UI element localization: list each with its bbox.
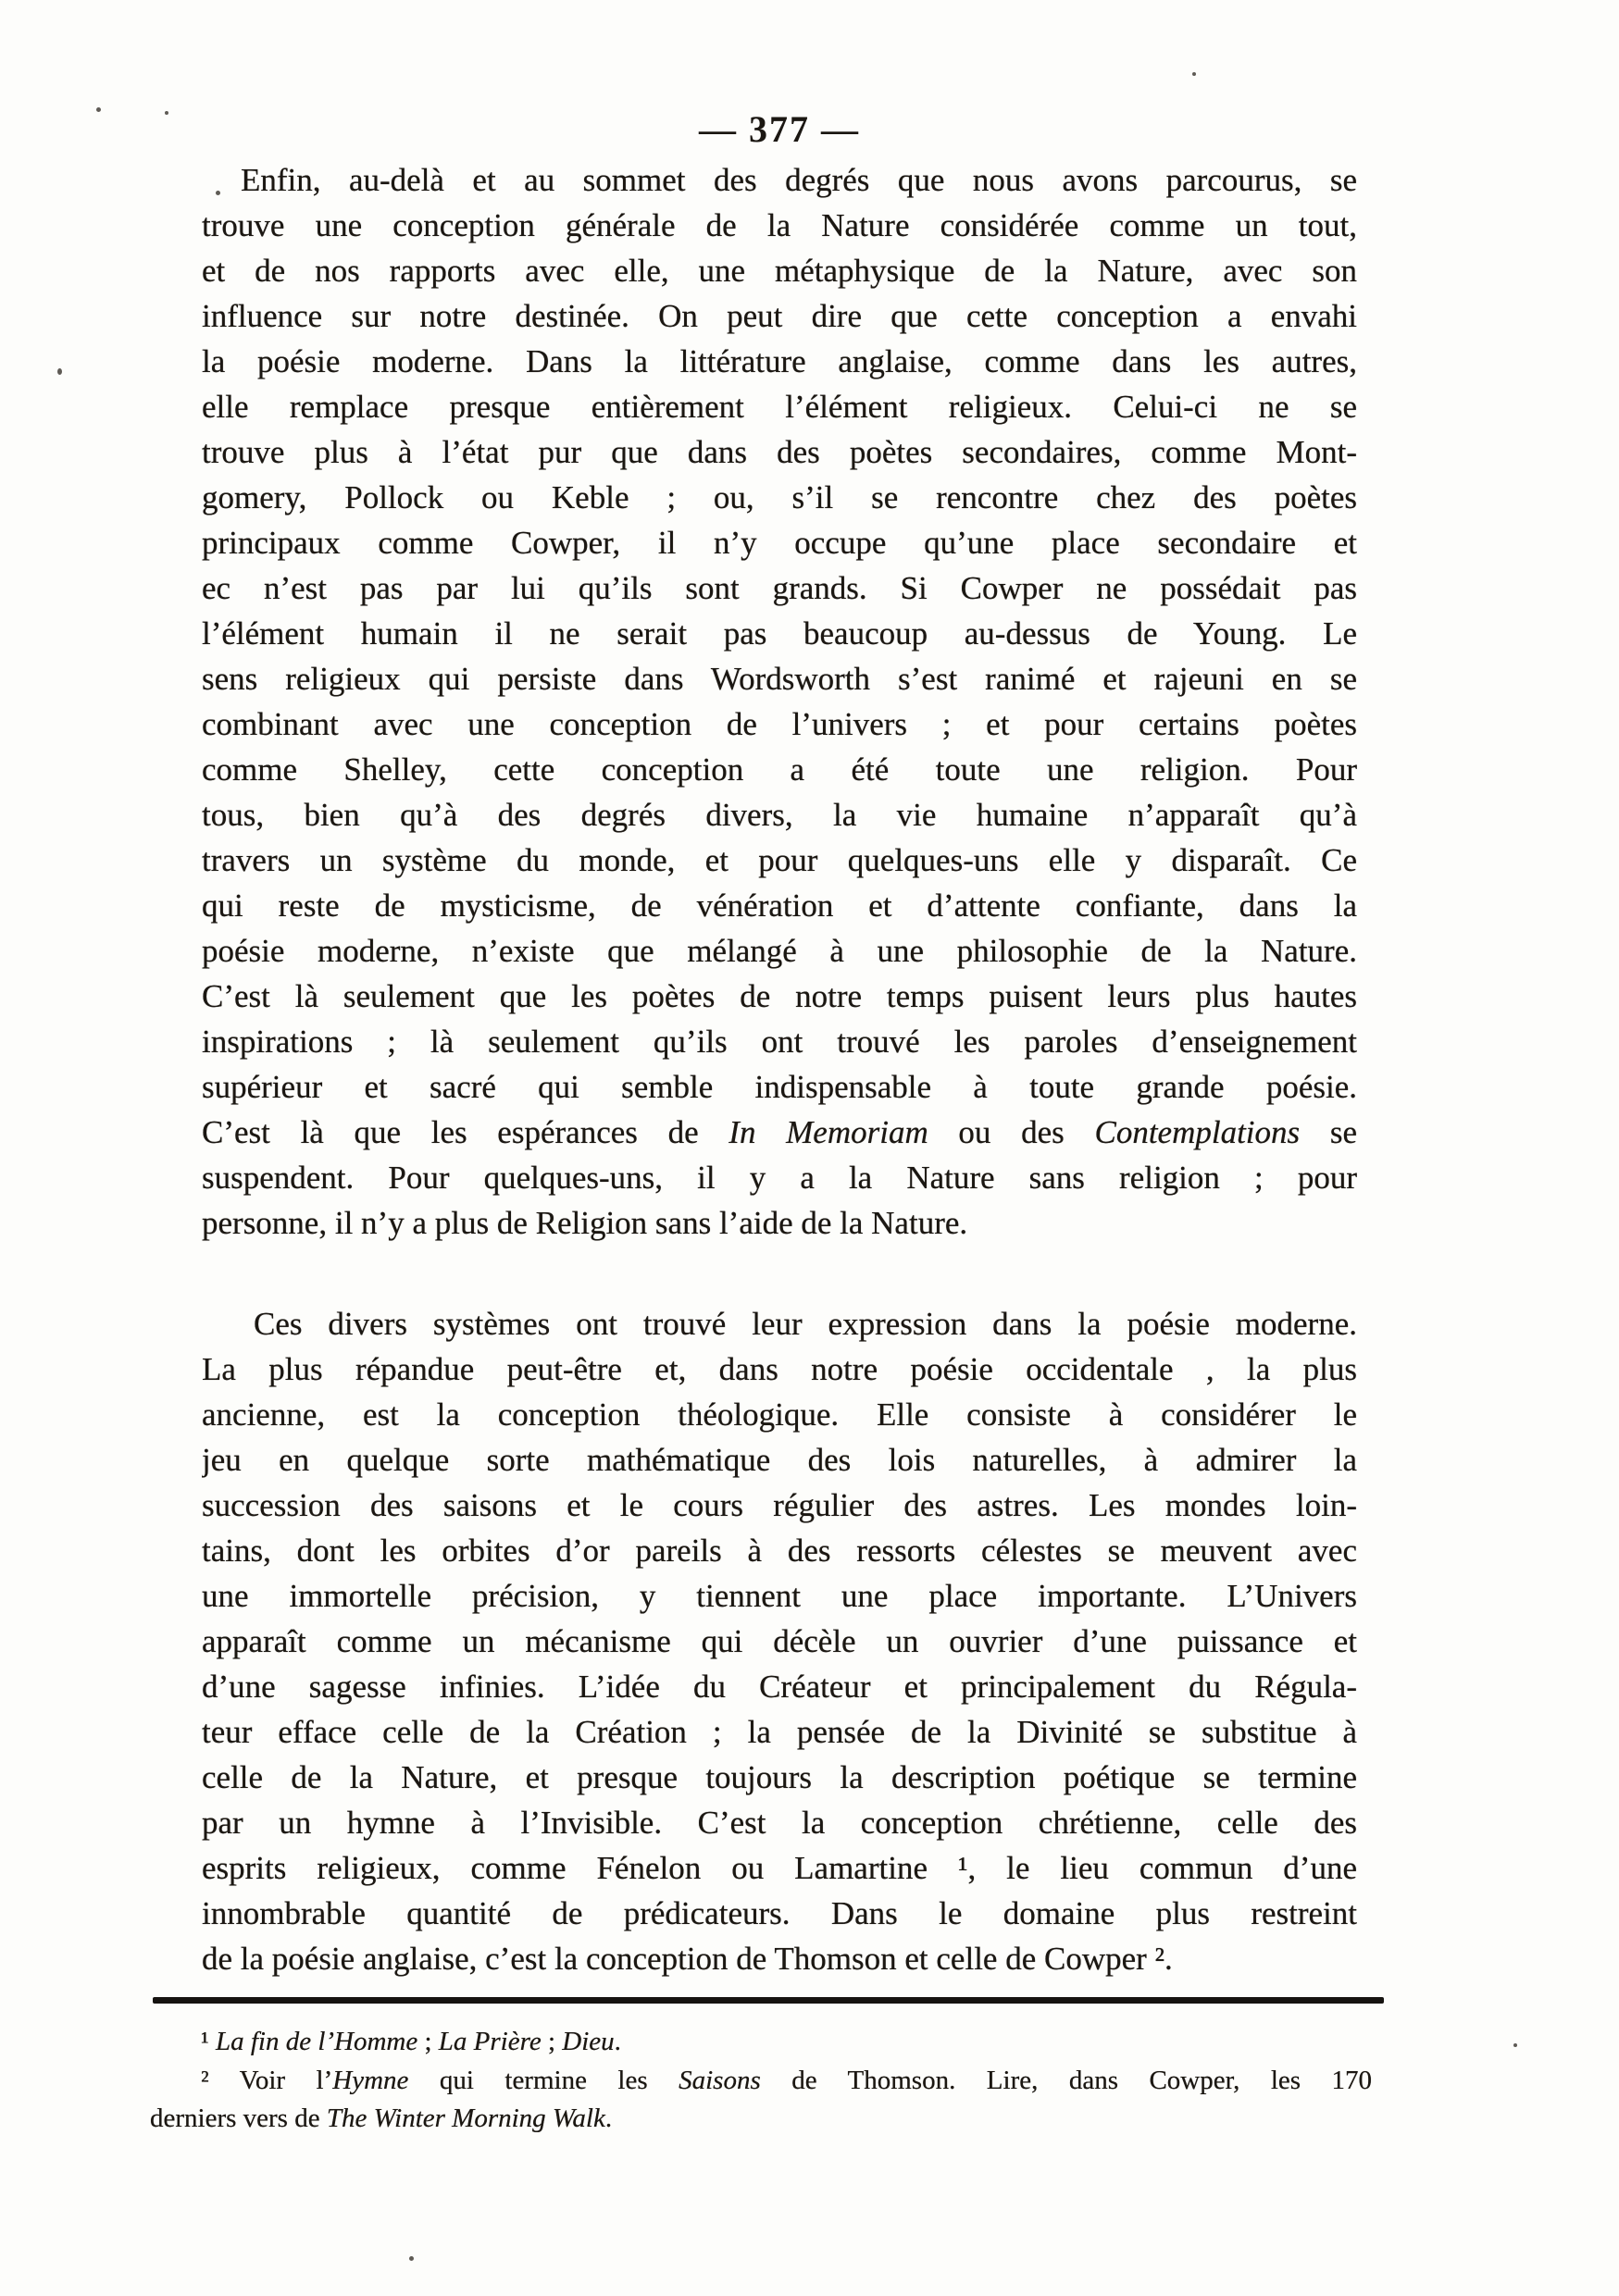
text-segment: ² Voir l’	[201, 2066, 333, 2095]
text-line	[202, 747, 1357, 792]
text-segment: inspirations ; là seulement qu’ils ont trouvé les paroles d’enseignement	[202, 1024, 1357, 1060]
text-line	[202, 1845, 1357, 1891]
text-segment: gomery, Pollock ou Keble ; ou, s’il se rencontre chez des poètes	[202, 479, 1357, 515]
scan-speck	[57, 368, 62, 375]
text-line	[202, 1755, 1357, 1800]
page-number: — 377 —	[699, 108, 860, 150]
text-segment: celle de la Nature, et presque toujours la description poétique se termine	[202, 1759, 1357, 1795]
text-segment: comme Shelley, cette conception a été toute une religion. Pour	[202, 751, 1357, 788]
text-segment: suspendent. Pour quelques-uns, il y a la Nature sans religion ; pour	[202, 1160, 1357, 1196]
text-line	[202, 1573, 1357, 1619]
italic-text-segment: Saisons	[679, 2066, 761, 2095]
text-segment: poésie moderne, n’existe que mélangé à une philosophie de la Nature.	[202, 933, 1357, 969]
footnote-separator-rule	[153, 1997, 1384, 2004]
text-segment: combinant avec une conception de l’univers ; et pour certains poètes	[202, 706, 1357, 742]
text-line	[202, 1800, 1357, 1845]
text-segment: C’est là seulement que les poètes de notre temps puisent leurs plus hautes	[202, 978, 1357, 1014]
text-line	[202, 1664, 1357, 1709]
text-segment: Ces divers systèmes ont trouvé leur expression dans la poésie moderne.	[254, 1306, 1357, 1342]
italic-text-segment: Hymne	[332, 2066, 409, 2095]
text-segment: influence sur notre destinée. On peut dire que cette conception a envahi	[202, 298, 1357, 334]
text-segment: ¹	[201, 2027, 216, 2056]
scan-speck	[1192, 72, 1196, 76]
scan-speck	[1513, 2043, 1517, 2047]
text-segment: de Thomson. Lire, dans Cowper, les 170	[760, 2066, 1372, 2095]
text-segment: Enfin, au-delà et au sommet des degrés que nous avons parcourus, se	[241, 162, 1357, 198]
text-segment: ou des	[928, 1114, 1095, 1150]
scan-speck	[216, 191, 220, 195]
text-line	[202, 1347, 1357, 1392]
text-segment: innombrable quantité de prédicateurs. Dans le domaine plus restreint	[202, 1895, 1357, 1931]
text-segment: par un hymne à l’Invisible. C’est la conception chrétienne, celle des	[202, 1805, 1357, 1841]
text-segment: apparaît comme un mécanisme qui décèle un ouvrier d’une puissance et	[202, 1623, 1357, 1659]
text-line	[202, 520, 1357, 565]
text-line	[202, 475, 1357, 520]
scan-speck	[165, 111, 168, 115]
text-segment: trouve une conception générale de la Nature considérée comme un tout,	[202, 207, 1357, 243]
text-segment: ;	[541, 2027, 563, 2056]
text-line	[202, 565, 1357, 611]
text-line	[202, 1437, 1357, 1483]
text-line	[202, 1155, 1357, 1200]
text-segment: .	[604, 2104, 613, 2133]
text-line	[150, 2023, 1372, 2061]
text-segment: esprits religieux, comme Fénelon ou Lamartine ¹, le lieu commun d’une	[202, 1850, 1357, 1886]
text-line	[202, 1936, 1357, 1981]
text-segment: une immortelle précision, y tiennent une place importante. L’Univers	[202, 1578, 1357, 1614]
text-line	[202, 293, 1357, 339]
italic-text-segment: Dieu	[562, 2027, 615, 2056]
text-line	[202, 611, 1357, 656]
text-segment: l’élément humain il ne serait pas beaucoup au-dessus de Young. Le	[202, 615, 1357, 652]
text-line	[202, 928, 1357, 974]
text-line	[150, 2062, 1372, 2100]
text-segment: jeu en quelque sorte mathématique des lois naturelles, à admirer la	[202, 1442, 1357, 1478]
paragraph-1	[202, 157, 1357, 1246]
text-line	[202, 656, 1357, 701]
text-segment: C’est là que les espérances de	[202, 1114, 729, 1150]
text-line	[202, 157, 1357, 203]
text-segment: trouve plus à l’état pur que dans des poètes secondaires, comme Mont-	[202, 434, 1357, 470]
footnote-1	[150, 2023, 1372, 2061]
text-line	[202, 1619, 1357, 1664]
italic-text-segment: The Winter Morning Walk	[326, 2104, 605, 2133]
text-segment: qui reste de mysticisme, de vénération et d’attente confiante, dans la	[202, 887, 1357, 924]
text-segment: la poésie moderne. Dans la littérature anglaise, comme dans les autres,	[202, 343, 1357, 379]
text-line	[202, 838, 1357, 883]
text-line	[202, 701, 1357, 747]
text-line	[202, 1064, 1357, 1110]
text-segment: succession des saisons et le cours régulier des astres. Les mondes loin-	[202, 1487, 1357, 1523]
text-line	[202, 1110, 1357, 1155]
text-segment: supérieur et sacré qui semble indispensable à toute grande poésie.	[202, 1069, 1357, 1105]
footnote-2	[150, 2062, 1372, 2138]
scan-speck	[409, 2256, 414, 2261]
text-line	[202, 1019, 1357, 1064]
text-line	[202, 339, 1357, 384]
text-segment: teur efface celle de la Création ; la pensée de la Divinité se substitue à	[202, 1714, 1357, 1750]
text-line	[202, 1528, 1357, 1573]
text-line	[202, 248, 1357, 293]
text-segment: ec n’est pas par lui qu’ils sont grands. Si Cowper ne possédait pas	[202, 570, 1357, 606]
text-line	[202, 1483, 1357, 1528]
text-segment: travers un système du monde, et pour quelques-uns elle y disparaît. Ce	[202, 842, 1357, 878]
paragraph-2	[202, 1301, 1357, 1981]
text-segment: personne, il n’y a plus de Religion sans l’aide de la Nature.	[202, 1205, 968, 1241]
text-line	[202, 1709, 1357, 1755]
text-segment: se	[1300, 1114, 1357, 1150]
text-line	[202, 429, 1357, 475]
text-segment: qui termine les	[408, 2066, 679, 2095]
text-segment: elle remplace presque entièrement l’élément religieux. Celui-ci ne se	[202, 389, 1357, 425]
text-line	[202, 1200, 1357, 1246]
text-line	[202, 1891, 1357, 1936]
text-line	[202, 384, 1357, 429]
italic-text-segment: Contemplations	[1094, 1114, 1301, 1150]
text-segment: d’une sagesse infinies. L’idée du Créateur et principalement du Régula-	[202, 1669, 1357, 1705]
text-segment: La plus répandue peut-être et, dans notre poésie occidentale , la plus	[202, 1351, 1357, 1387]
text-line	[202, 203, 1357, 248]
text-segment: sens religieux qui persiste dans Wordsworth s’est ranimé et rajeuni en se	[202, 661, 1357, 697]
scan-speck	[96, 107, 101, 112]
text-segment: ;	[417, 2027, 439, 2056]
text-segment: et de nos rapports avec elle, une métaphysique de la Nature, avec son	[202, 253, 1357, 289]
text-segment: .	[614, 2027, 621, 2056]
text-line	[202, 1392, 1357, 1437]
text-segment: tous, bien qu’à des degrés divers, la vie humaine n’apparaît qu’à	[202, 797, 1357, 833]
text-segment: tains, dont les orbites d’or pareils à des ressorts célestes se meuvent avec	[202, 1533, 1357, 1569]
italic-text-segment: La fin de l’Homme	[215, 2027, 418, 2056]
italic-text-segment: In Memoriam	[729, 1114, 928, 1150]
text-segment: ancienne, est la conception théologique. Elle consiste à considérer le	[202, 1396, 1357, 1433]
text-segment: principaux comme Cowper, il n’y occupe qu’une place secondaire et	[202, 525, 1357, 561]
text-segment: derniers vers de	[150, 2104, 327, 2133]
text-segment: de la poésie anglaise, c’est la conception de Thomson et celle de Cowper ².	[202, 1941, 1173, 1977]
italic-text-segment: La Prière	[438, 2027, 542, 2056]
text-line	[150, 2100, 1372, 2138]
text-line	[202, 974, 1357, 1019]
text-line	[202, 1301, 1357, 1347]
text-line	[202, 792, 1357, 838]
text-line	[202, 883, 1357, 928]
